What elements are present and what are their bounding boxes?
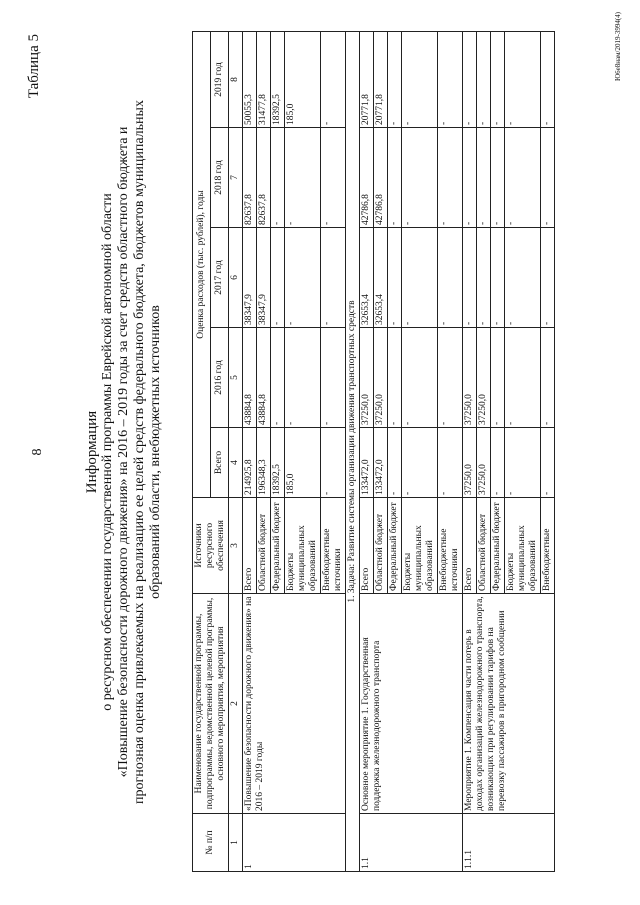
amount-cell: -: [438, 328, 463, 428]
funding-source: Всего: [243, 498, 257, 594]
index-cell: 5: [229, 328, 243, 428]
amount-cell: 42786,8: [360, 128, 374, 228]
amount-cell: -: [271, 228, 285, 328]
amount-cell: -: [388, 228, 402, 328]
row-number: 1: [243, 814, 346, 872]
funding-source: Бюджеты муниципальных образований: [505, 498, 541, 594]
header-total: Всего: [211, 428, 229, 498]
funding-source: Внебюджетные источники: [438, 498, 463, 594]
amount-cell: 37250,0: [374, 328, 388, 428]
rotated-content: [20, 12, 620, 892]
amount-cell: -: [321, 228, 346, 328]
page-number: 8: [30, 448, 45, 456]
header-2017: 2017 год: [211, 228, 229, 328]
amount-cell: -: [491, 228, 505, 328]
program-name: Основное мероприятие 1. Государственная поддержка железнодорожного транспорта: [360, 594, 463, 814]
program-name: Мероприятие 1. Компенсация части потерь в доходах организаций железнодорожного транспорта, возникающих при регулировании тарифов на перевозку пассажиров в пригородном сообщении: [463, 594, 555, 814]
title-line-2: о ресурсном обеспечении государственной программы Еврейской автономной области: [100, 193, 115, 711]
header-2016: 2016 год: [211, 328, 229, 428]
header-2019: 2019 год: [211, 32, 229, 128]
amount-cell: 43884,8: [257, 328, 271, 428]
amount-cell: -: [321, 128, 346, 228]
funding-source: Внебюджетные: [541, 498, 555, 594]
amount-cell: -: [541, 128, 555, 228]
header-source: Источники ресурсного обеспечения: [193, 498, 229, 594]
table-number: Таблица 5: [26, 34, 42, 99]
task-title: 1. Задача: Развитие системы организации движения транспортных средств: [346, 32, 360, 872]
document-code: Ю6е8нам/2019-3994(4): [614, 12, 622, 82]
amount-cell: 133472,0: [374, 428, 388, 498]
header-name: Наименование государственной программы, подпрограммы, ведомственной целевой программы, основного мероприятия, мероприятия: [193, 594, 229, 814]
index-cell: 2: [229, 594, 243, 814]
amount-cell: -: [285, 328, 321, 428]
row-number: 1.1: [360, 814, 463, 872]
index-cell: 6: [229, 228, 243, 328]
amount-cell: -: [505, 128, 541, 228]
index-cell: 4: [229, 428, 243, 498]
table-row: [360, 32, 374, 872]
amount-cell: -: [505, 32, 541, 128]
amount-cell: -: [388, 428, 402, 498]
amount-cell: -: [505, 328, 541, 428]
funding-source: Федеральный бюджет: [271, 498, 285, 594]
header-estimate: Оценка расходов (тыс. рублей), годы: [193, 32, 211, 498]
amount-cell: -: [491, 428, 505, 498]
index-cell: 7: [229, 128, 243, 228]
amount-cell: -: [402, 228, 438, 328]
table-row: [463, 32, 477, 872]
amount-cell: 37250,0: [463, 328, 477, 428]
amount-cell: 82637,8: [257, 128, 271, 228]
amount-cell: -: [477, 228, 491, 328]
amount-cell: 37250,0: [477, 428, 491, 498]
amount-cell: 38347,9: [243, 228, 257, 328]
funding-source: Внебюджетные источники: [321, 498, 346, 594]
amount-cell: -: [491, 32, 505, 128]
amount-cell: 43884,8: [243, 328, 257, 428]
amount-cell: -: [388, 128, 402, 228]
amount-cell: 185,0: [285, 428, 321, 498]
task-row: [346, 32, 360, 872]
amount-cell: -: [438, 228, 463, 328]
header-num: № п/п: [193, 814, 229, 872]
amount-cell: -: [321, 428, 346, 498]
amount-cell: 50055,3: [243, 32, 257, 128]
title-line-5: образований области, внебюджетных источников: [148, 305, 163, 599]
amount-cell: -: [388, 32, 402, 128]
amount-cell: -: [477, 128, 491, 228]
funding-source: Областной бюджет: [257, 498, 271, 594]
funding-source: Областной бюджет: [477, 498, 491, 594]
funding-source: Федеральный бюджет: [491, 498, 505, 594]
amount-cell: -: [463, 228, 477, 328]
index-cell: 3: [229, 498, 243, 594]
amount-cell: 20771,8: [360, 32, 374, 128]
amount-cell: -: [388, 328, 402, 428]
amount-cell: -: [438, 128, 463, 228]
amount-cell: -: [505, 428, 541, 498]
title-line-3: «Повышение безопасности дорожного движения» на 2016 – 2019 годы за счет средств областного бюджета и: [116, 126, 131, 778]
amount-cell: 133472,0: [360, 428, 374, 498]
amount-cell: -: [491, 128, 505, 228]
amount-cell: -: [402, 328, 438, 428]
header-2018: 2018 год: [211, 128, 229, 228]
amount-cell: -: [463, 128, 477, 228]
amount-cell: 18392,5: [271, 428, 285, 498]
amount-cell: -: [491, 328, 505, 428]
amount-cell: -: [271, 328, 285, 428]
title-line-4: прогнозная оценка привлекаемых на реализацию ее целей средств федерального бюджета, бюджетов муниципальных: [132, 100, 147, 804]
amount-cell: -: [438, 32, 463, 128]
funding-source: Федеральный бюджет: [388, 498, 402, 594]
amount-cell: 185,0: [285, 32, 321, 128]
amount-cell: -: [541, 228, 555, 328]
title-line-1: Информация: [84, 410, 100, 494]
amount-cell: -: [321, 32, 346, 128]
amount-cell: 82637,8: [243, 128, 257, 228]
amount-cell: -: [541, 428, 555, 498]
amount-cell: -: [402, 32, 438, 128]
table-row: [243, 32, 257, 872]
amount-cell: -: [541, 328, 555, 428]
funding-source: Областной бюджет: [374, 498, 388, 594]
amount-cell: -: [438, 428, 463, 498]
row-number: 1.1.1: [463, 814, 555, 872]
amount-cell: 37250,0: [360, 328, 374, 428]
amount-cell: -: [321, 328, 346, 428]
funding-source: Всего: [360, 498, 374, 594]
amount-cell: -: [271, 128, 285, 228]
funding-source: Бюджеты муниципальных образований: [402, 498, 438, 594]
resource-table: [192, 31, 555, 872]
funding-source: Бюджеты муниципальных образований: [285, 498, 321, 594]
amount-cell: 18392,5: [271, 32, 285, 128]
amount-cell: -: [285, 128, 321, 228]
index-cell: 1: [229, 814, 243, 872]
amount-cell: 38347,9: [257, 228, 271, 328]
amount-cell: 37250,0: [477, 328, 491, 428]
amount-cell: 196348,3: [257, 428, 271, 498]
amount-cell: 37250,0: [463, 428, 477, 498]
amount-cell: 42786,8: [374, 128, 388, 228]
amount-cell: -: [402, 128, 438, 228]
amount-cell: 20771,8: [374, 32, 388, 128]
amount-cell: 31477,8: [257, 32, 271, 128]
amount-cell: 32653,4: [360, 228, 374, 328]
amount-cell: 32653,4: [374, 228, 388, 328]
amount-cell: -: [477, 32, 491, 128]
amount-cell: -: [541, 32, 555, 128]
program-name: «Повышение безопасности дорожного движения» на 2016 – 2019 годы: [243, 594, 346, 814]
amount-cell: -: [402, 428, 438, 498]
funding-source: Всего: [463, 498, 477, 594]
amount-cell: -: [505, 228, 541, 328]
amount-cell: -: [463, 32, 477, 128]
amount-cell: 214925,8: [243, 428, 257, 498]
amount-cell: -: [285, 228, 321, 328]
index-cell: 8: [229, 32, 243, 128]
